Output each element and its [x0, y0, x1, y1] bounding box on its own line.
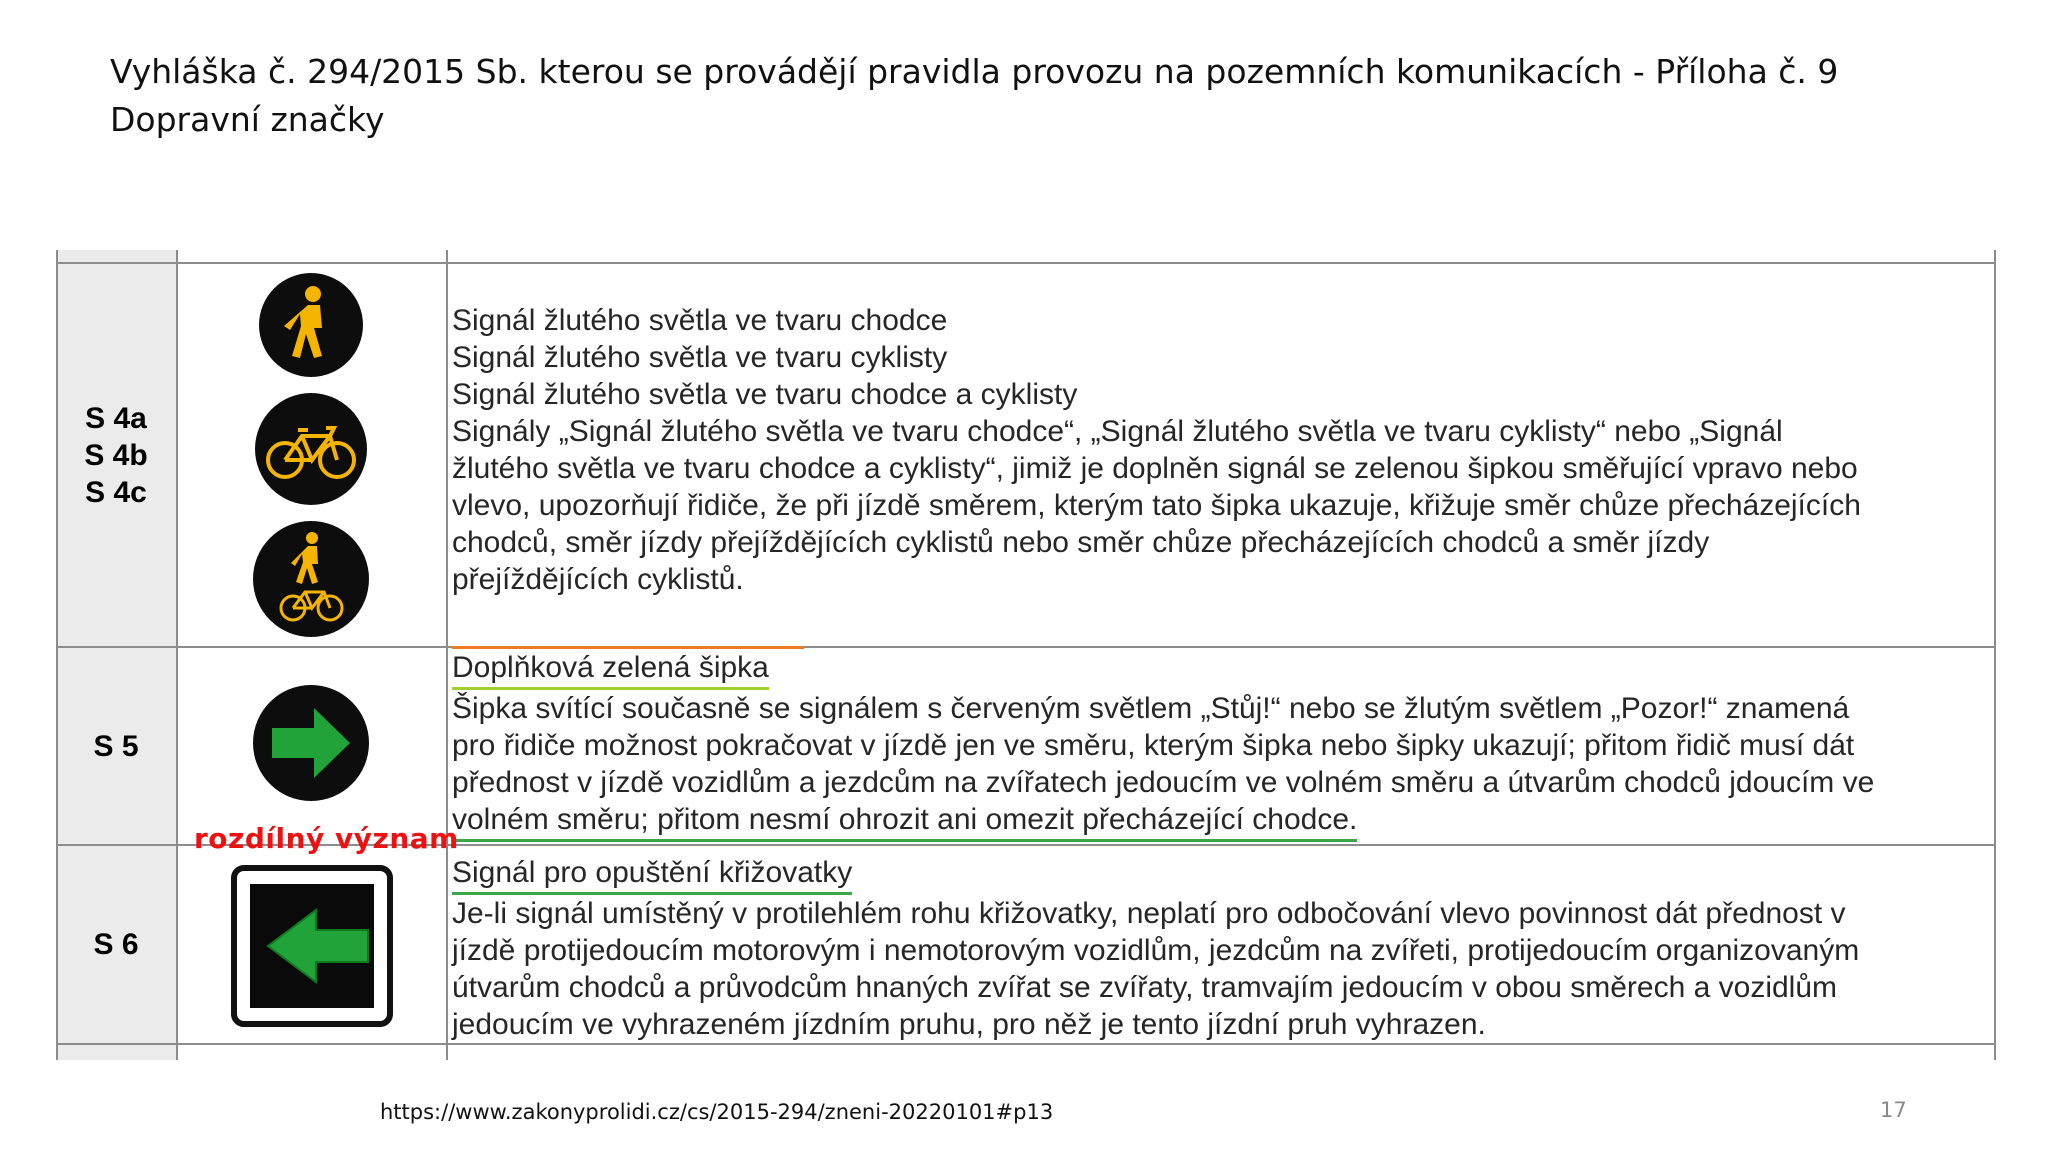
heading-s5: Doplňková zelená šipka — [452, 649, 769, 690]
desc-line-underlined: volném směru; přitom nesmí ohrozit ani omezit přecházející chodce. — [452, 801, 1357, 842]
code-s4a: S 4a — [85, 401, 147, 435]
desc-line: jízdě protijedoucím motorovým i nemotorovým vozidlům, jezdcům na zvířeti, protijedoucím organizovaným — [452, 934, 1860, 967]
title-line-1: Vyhláška č. 294/2015 Sb. kterou se provádějí pravidla provozu na pozemních komunikacích - Příloha č. 9 — [110, 52, 1839, 91]
code-s6: S 6 — [93, 928, 139, 961]
bicycle-icon — [252, 390, 370, 508]
row-code-s4 — [56, 264, 176, 646]
difference-note: rozdílný význam — [194, 822, 459, 855]
desc-line: pro řidiče možnost pokračovat v jízdě jen ve směru, kterým šipka nebo šipky ukazují; přitom řidič musí dát — [452, 729, 1855, 762]
code-s4c: S 4c — [85, 475, 147, 509]
page-number: 17 — [1880, 1098, 1907, 1122]
grid-line — [56, 262, 1996, 264]
row-text-s5 — [452, 646, 1992, 842]
row-code-s5 — [56, 648, 176, 844]
pedestrian-bicycle-icon — [250, 518, 372, 640]
row-text-s6 — [452, 854, 1992, 1043]
desc-line: chodců, směr jízdy přejíždějících cyklistů nebo směr chůze přecházejících chodců a směr jízdy — [452, 526, 1710, 559]
desc-line: Je-li signál umístěný v protilehlém rohu křižovatky, neplatí pro odbočování vlevo povinnost dát přednost v — [452, 897, 1846, 930]
green-left-arrow-icon — [230, 864, 394, 1028]
desc-line: Signály „Signál žlutého světla ve tvaru chodce“, „Signál žlutého světla ve tvaru cyklisty“ nebo „Signál — [452, 415, 1783, 448]
grid-line — [1994, 250, 1996, 1060]
desc-line: Signál žlutého světla ve tvaru chodce — [452, 304, 948, 337]
desc-line: přednost v jízdě vozidlům a jezdcům na zvířatech jedoucím ve volném směru a útvarům chodců jdoucím ve — [452, 766, 1875, 799]
slide-title — [110, 48, 1838, 144]
grid-line — [446, 250, 448, 1060]
desc-line: Signál žlutého světla ve tvaru chodce a cyklisty — [452, 378, 1078, 411]
desc-line: jedoucím ve vyhrazeném jízdním pruhu, pro něž je tento jízdní pruh vyhrazen. — [452, 1008, 1486, 1041]
row-code-s6 — [56, 846, 176, 1043]
code-s4b: S 4b — [84, 438, 148, 472]
code-s5: S 5 — [93, 729, 139, 763]
desc-line: vlevo, upozorňují řidiče, že při jízdě směrem, kterým tato šipka ukazuje, křižuje směr chůze přecházejících — [452, 489, 1861, 522]
desc-line: přejíždějících cyklistů. — [452, 563, 744, 596]
desc-line: žlutého světla ve tvaru chodce a cyklisty“, jimiž je doplněn signál se zelenou šipkou směřující vpravo nebo — [452, 452, 1858, 485]
source-url: https://www.zakonyprolidi.cz/cs/2015-294/zneni-20220101#p13 — [380, 1100, 1054, 1124]
desc-line: útvarům chodců a průvodcům hnaných zvířat se zvířaty, tramvajím jedoucím v obou směrech a vozidlům — [452, 971, 1838, 1004]
row-text-s4 — [452, 302, 1992, 598]
grid-line — [176, 250, 178, 1060]
pedestrian-icon — [256, 270, 366, 380]
heading-s6: Signál pro opuštění křižovatky — [452, 854, 852, 895]
desc-line: Šipka svítící současně se signálem s červeným světlem „Stůj!“ nebo se žlutým světlem „Pozor!“ znamená — [452, 692, 1850, 725]
grid-line — [56, 1043, 1996, 1045]
green-right-arrow-icon — [250, 682, 372, 804]
signals-table — [56, 250, 1996, 1060]
title-line-2: Dopravní značky — [110, 100, 385, 139]
desc-line: Signál žlutého světla ve tvaru cyklisty — [452, 341, 948, 374]
